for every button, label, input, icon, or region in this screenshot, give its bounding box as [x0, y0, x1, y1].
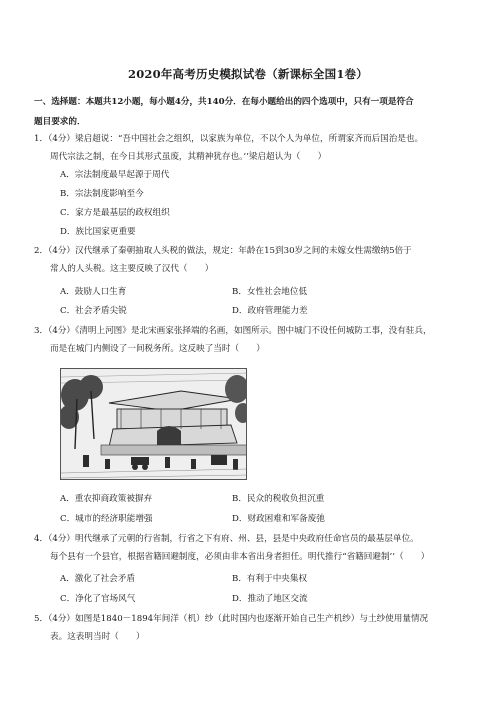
- question-5-stem: 5．（4分）如图是1840－1894年间洋（机）纱（此时国内也逐渐开始自己生产机纱）与土纱使用量情况: [34, 614, 429, 624]
- question-1-option-c[interactable]: C．家方是最基层的政权组织: [60, 208, 170, 218]
- section-heading-line2: 题目要求的．: [34, 117, 86, 127]
- question-1-option-d[interactable]: D．族比国家更重要: [60, 227, 136, 237]
- question-3-option-b[interactable]: B．民众的税收负担沉重: [232, 494, 325, 504]
- question-1-stem: 1．（4分）梁启超说：“吾中国社会之组织，以家族为单位，不以个人为单位，所谓家齐而后国治是也。: [34, 134, 424, 144]
- question-2-option-a[interactable]: A．鼓励人口生育: [60, 287, 127, 297]
- question-5-stem-cont: 表。这表明当时（ ）: [50, 632, 145, 642]
- question-1-option-b[interactable]: B．宗法制度影响至今: [60, 189, 144, 199]
- question-4-stem: 4．（4分）明代继承了元朝的行省制，行省之下有府、州、县，县是中央政府任命官员的最基层单位。: [34, 534, 419, 544]
- question-3-option-d[interactable]: D．财政困难和军备废弛: [232, 514, 325, 524]
- question-3-option-a[interactable]: A．重农抑商政策被摒弃: [60, 494, 153, 504]
- question-1-option-a[interactable]: A．宗法制度最早起源于周代: [60, 170, 170, 180]
- qingming-painting-image: [60, 368, 247, 480]
- exam-title: 2020年高考历史模拟试卷（新课标全国1卷）: [128, 67, 368, 81]
- question-2-option-b[interactable]: B．女性社会地位低: [232, 287, 308, 297]
- question-2-stem: 2．（4分）汉代继承了秦朝抽取人头税的做法，规定：年龄在15到30岁之间的未嫁女性需缴纳5倍于: [34, 246, 412, 256]
- question-2-option-c[interactable]: C．社会矛盾尖锐: [60, 306, 127, 316]
- question-4-stem-cont: 每个县有一个县官，根据省籍回避制度，必须由非本省出身者担任。明代推行“省籍回避制’’（ ）: [50, 552, 430, 562]
- question-4-option-a[interactable]: A．激化了社会矛盾: [60, 574, 135, 584]
- section-heading: [34, 92, 466, 132]
- section-heading-line1: 一、选择题：本题共12小题，每小题4分，共140分．在每小题给出的四个选项中，只有一项是符合: [34, 97, 414, 107]
- question-4-option-b[interactable]: B．有利于中央集权: [232, 574, 308, 584]
- question-1-stem-cont: 周代宗法之制，在今日其形式虽废，其精神犹存也。’’梁启超认为（ ）: [50, 152, 327, 162]
- question-3-option-c[interactable]: C．城市的经济职能增强: [60, 514, 153, 524]
- question-4: [34, 530, 466, 566]
- question-4-option-d[interactable]: D．推动了地区交流: [232, 594, 308, 604]
- question-4-option-c[interactable]: C．净化了官场风气: [60, 594, 136, 604]
- question-2-option-d[interactable]: D．政府管理能力差: [232, 306, 308, 316]
- question-2: [34, 242, 466, 278]
- question-5: [34, 610, 466, 646]
- question-3-stem: 3．（4分）《清明上河图》是北宋画家张择端的名画，如图所示。图中城门不设任何城防工事，没有驻兵，: [34, 326, 432, 336]
- question-2-stem-cont: 常人的人头税。这主要反映了汉代（ ）: [50, 264, 214, 274]
- question-3: [34, 322, 466, 358]
- question-3-stem-cont: 而是在城门内侧设了一间税务所。这反映了当时（ ）: [50, 344, 265, 354]
- question-1: [34, 130, 466, 166]
